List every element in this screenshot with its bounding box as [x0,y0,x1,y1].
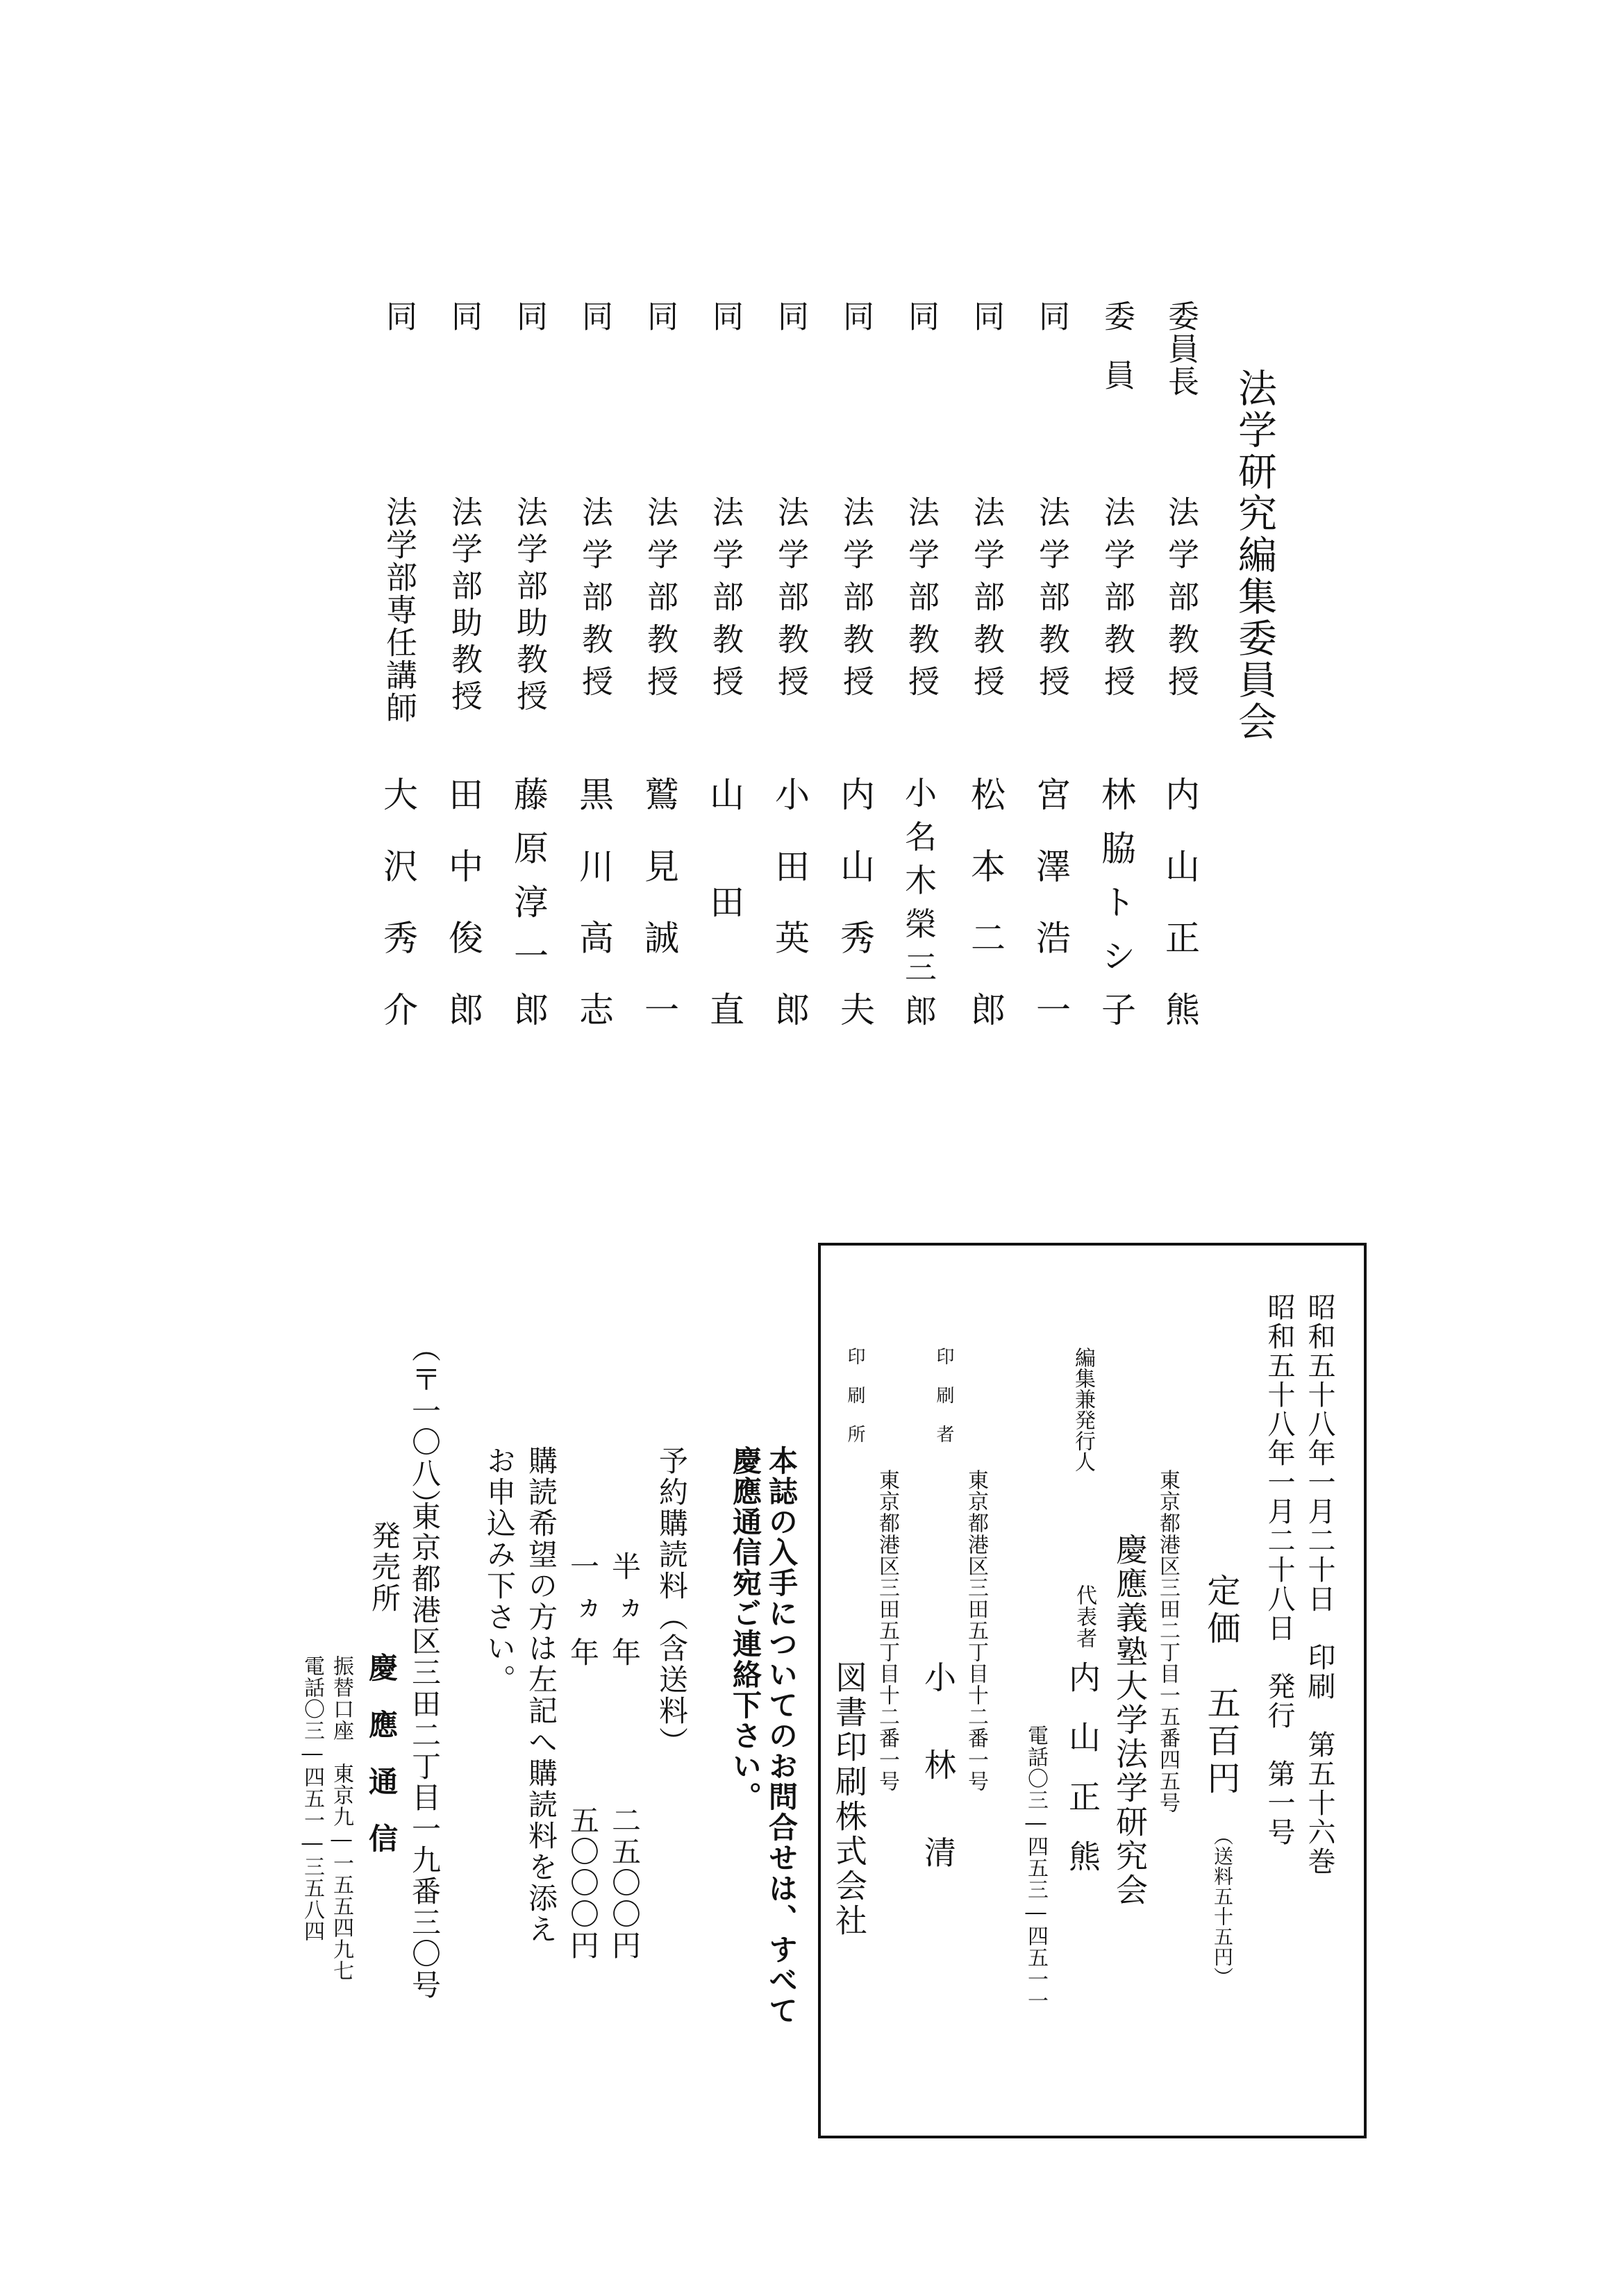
member-position: 法学部助教授 [446,496,483,717]
printer-role: 印刷者 [933,1347,954,1464]
print-date: 昭和五十八年一月二十日 印刷 第五十六巻 [1303,1293,1335,1876]
member-position: 法学部教授 [707,496,744,707]
member-name: 田中俊郎 [443,776,483,1026]
member-role: 委員長 [1162,300,1199,398]
member-column [1160,300,1208,1064]
member-column [1096,300,1144,1064]
member-role: 同 [381,300,417,333]
member-role: 同 [642,300,678,333]
member-column [1031,300,1079,1064]
member-column [835,300,883,1064]
member-name: 内山正熊 [1160,776,1200,1026]
member-name: 小田英郎 [769,776,810,1026]
printshop-role: 印刷所 [844,1347,865,1464]
postal-code: （〒一〇八） [408,1333,442,1520]
one-year-price: 五〇〇〇円 [566,1805,600,1961]
member-column [378,300,426,1064]
member-column [508,300,557,1064]
member-name: 内山秀夫 [835,776,875,1026]
member-position: 法学部教授 [968,496,1005,707]
member-name: 小名木榮三郎 [900,776,937,1026]
member-position: 法学部教授 [1033,496,1070,707]
member-role: 同 [772,300,809,333]
publisher-address: 東京都港区三田二丁目一五番四五号 [1156,1469,1180,1813]
publisher-phone: 電話〇三―四五三―四五一一 [1024,1725,1048,2011]
member-role: 同 [576,300,613,333]
member-position: 法学部教授 [903,496,940,707]
member-column [574,300,622,1064]
printer-name: 小林清 [919,1661,957,1923]
printshop-address: 東京都港区三田五丁目十二番一号 [875,1469,899,1792]
one-year-label: 一ヵ年 [566,1551,600,1680]
price-label: 定価 五百円 [1201,1573,1240,1798]
transfer-account: 振替口座 東京九―一五五四九七 [329,1655,353,1981]
member-column [704,300,753,1064]
member-name: 山田直 [704,776,744,1026]
apply-instruction-1: 購読希望の方は左記へ購読料を添え [524,1446,558,1945]
editor-role-text: 編集兼発行人 [1071,1347,1095,1472]
representative-name: 内山正熊 [1064,1661,1101,1900]
printshop-name: 図書印刷株式会社 [831,1661,868,1938]
member-position: 法学部教授 [642,496,678,707]
seller-label: 発売所 [367,1520,401,1614]
seller-name: 慶應通信 [365,1652,399,1880]
member-role: 同 [968,300,1005,333]
member-position: 法学部教授 [576,496,613,707]
seller-phone: 電話〇三―四五一―三五八四 [300,1655,324,1942]
member-position: 法学部専任講師 [381,496,417,724]
member-position: 法学部教授 [1099,496,1135,707]
member-position: 法学部教授 [772,496,809,707]
member-name: 林脇トシ子 [1096,776,1136,1026]
member-role: 同 [1033,300,1070,333]
member-name: 藤原淳一郎 [508,776,549,1026]
member-name: 大沢秀介 [378,776,418,1026]
half-year-label: 半ヵ年 [608,1551,642,1680]
seller-address: 東京都港区三田二丁目一九番三〇号 [408,1501,442,2001]
inquiry-notice-2: 慶應通信宛ご連絡下さい。 [728,1446,762,1812]
member-name: 鷲見誠一 [639,776,679,1026]
member-position: 法学部教授 [837,496,874,707]
rates-label: 予約購読料（含送料） [655,1446,689,1758]
issue-date: 昭和五十八年一月二十八日 発行 第一号 [1263,1293,1295,1847]
half-year-price: 二五〇〇円 [608,1805,642,1961]
member-position: 法学部教授 [1162,496,1199,707]
member-role: 同 [707,300,744,333]
member-column [900,300,949,1064]
editor-role [1072,1347,1093,1472]
member-column [443,300,492,1064]
publisher-name: 慶應義塾大学法学研究会 [1111,1533,1149,1907]
member-role: 同 [511,300,548,333]
representative-label: 代表者 [1072,1584,1096,1649]
postage-note: （送料五十五円） [1211,1826,1234,1987]
member-name: 黒川高志 [574,776,614,1026]
member-role: 同 [837,300,874,333]
member-role: 同 [446,300,483,333]
member-column [965,300,1014,1064]
member-position: 法学部助教授 [511,496,548,717]
committee-title: 法学研究編集委員会 [1232,368,1277,743]
member-name: 宮澤浩一 [1031,776,1071,1026]
apply-instruction-2: お申込み下さい。 [483,1446,517,1695]
member-role: 同 [903,300,940,333]
member-column [639,300,687,1064]
inquiry-notice-1: 本誌の入手についてのお問合せは、すべて [765,1446,799,2026]
member-column [769,300,818,1064]
printer-address: 東京都港区三田五丁目十二番一号 [964,1469,988,1792]
member-role: 委員 [1099,300,1135,418]
member-name: 松本二郎 [965,776,1006,1026]
